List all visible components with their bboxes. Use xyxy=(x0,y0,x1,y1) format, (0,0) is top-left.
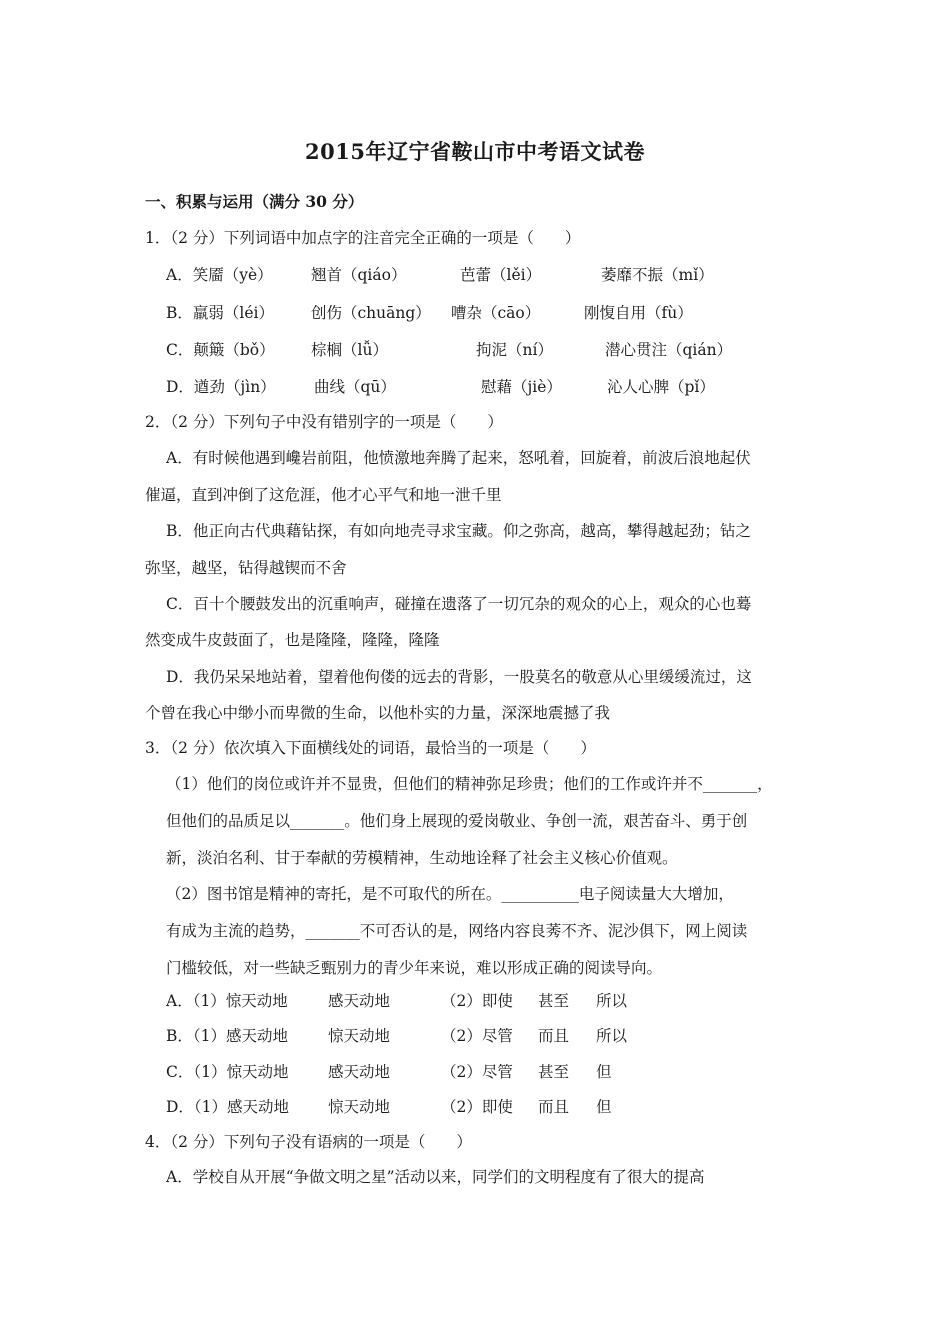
option-word: 甚至 xyxy=(538,992,570,1010)
question-1-stem: 1．（2 分）下列词语中加点字的注音完全正确的一项是（ ） xyxy=(145,229,581,247)
option-label: C．（1）惊天动地 xyxy=(166,1063,289,1081)
option-word: （2）尽管 xyxy=(441,1027,513,1045)
option-label: B．（1）感天动地 xyxy=(166,1027,289,1045)
option-label: A．（1）惊天动地 xyxy=(166,992,288,1010)
option-word: （2）即使 xyxy=(441,992,513,1010)
option-word: 所以 xyxy=(596,1027,628,1045)
option-word: 创伤（chuāng） xyxy=(311,304,431,322)
option-word: 嘈杂（cāo） xyxy=(451,304,541,322)
option-word: 但 xyxy=(596,1098,612,1116)
question-2-option-d-line1: D．我仍呆呆地站着，望着他佝偻的远去的背影，一股莫名的敬意从心里缓缓流过，这 xyxy=(166,668,752,686)
question-3-passage-2: （2）图书馆是精神的寄托，是不可取代的所在。__________电子阅读量大大增加， xyxy=(166,885,734,903)
option-word: 感天动地 xyxy=(328,1063,391,1081)
question-3-passage-1: 新，淡泊名利、甘于奉献的劳模精神，生动地诠释了社会主义核心价值观。 xyxy=(166,849,678,867)
option-word: 惊天动地 xyxy=(328,1098,391,1116)
option-word: 但 xyxy=(596,1063,612,1081)
option-word: 芭蕾（lěi） xyxy=(460,266,542,284)
option-word: 甚至 xyxy=(538,1063,570,1081)
question-4-option-a: A．学校自从开展“争做文明之星”活动以来，同学们的文明程度有了很大的提高 xyxy=(166,1168,705,1186)
question-3-stem: 3．（2 分）依次填入下面横线处的词语，最恰当的一项是（ ） xyxy=(145,739,596,757)
option-word: 拘泥（ní） xyxy=(476,341,553,359)
question-3-passage-1: （1）他们的岗位或许并不显贵，但他们的精神弥足珍贵；他们的工作或许并不_______， xyxy=(166,775,773,793)
option-word: 萎靡不振（mǐ） xyxy=(601,266,714,284)
question-2-option-c-line2: 然变成牛皮鼓面了，也是隆隆，隆隆，隆隆 xyxy=(145,631,440,649)
option-word: 潜心贯注（qián） xyxy=(605,341,733,359)
section-heading: 一、积累与运用（满分 30 分） xyxy=(145,192,364,211)
option-word: 刚愎自用（fù） xyxy=(584,304,693,322)
option-label: D．（1）感天动地 xyxy=(166,1098,290,1116)
question-4-stem: 4．（2 分）下列句子没有语病的一项是（ ） xyxy=(145,1133,472,1151)
question-2-option-b-line2: 弥坚，越坚，钻得越锲而不舍 xyxy=(145,559,347,577)
question-3-passage-2: 门槛较低，对一些缺乏甄别力的青少年来说，难以形成正确的阅读导向。 xyxy=(166,959,663,977)
option-label: C．颠簸（bǒ） xyxy=(166,341,275,359)
option-label: B．羸弱（léi） xyxy=(166,304,274,322)
option-word: 所以 xyxy=(596,992,628,1010)
option-word: 沁人心脾（pǐ） xyxy=(607,378,715,396)
question-3-passage-1: 但他们的品质足以_______。他们身上展现的爱岗敬业、争创一流，艰苦奋斗、勇于创 xyxy=(166,812,748,830)
option-word: 而且 xyxy=(538,1098,570,1116)
option-word: 感天动地 xyxy=(328,992,391,1010)
option-label: A．笑靥（yè） xyxy=(166,266,273,284)
question-2-option-c-line1: C．百十个腰鼓发出的沉重响声，碰撞在遗落了一切冗杂的观众的心上，观众的心也蓦 xyxy=(166,595,752,613)
question-2-option-b-line1: B．他正向古代典藉钻探，有如向地壳寻求宝藏。仰之弥高，越高，攀得越起劲；钻之 xyxy=(166,522,751,540)
option-word: 慰藉（jiè） xyxy=(481,378,562,396)
option-word: 惊天动地 xyxy=(328,1027,391,1045)
question-2-option-a-line2: 催逼，直到冲倒了这危涯，他才心平气和地一泄千里 xyxy=(145,486,502,504)
page-title: 2015年辽宁省鞍山市中考语文试卷 xyxy=(305,139,645,164)
option-word: （2）即使 xyxy=(441,1098,513,1116)
option-word: （2）尽管 xyxy=(441,1063,513,1081)
option-word: 而且 xyxy=(538,1027,570,1045)
option-label: D．遒劲（jìn） xyxy=(166,378,276,396)
option-word: 曲线（qū） xyxy=(314,378,396,396)
question-2-stem: 2．（2 分）下列句子中没有错别字的一项是（ ） xyxy=(145,413,503,431)
option-word: 棕榈（lǚ） xyxy=(311,341,388,359)
question-2-option-d-line2: 个曾在我心中缈小而卑微的生命，以他朴实的力量，深深地震撼了我 xyxy=(145,704,611,722)
option-word: 翘首（qiáo） xyxy=(311,266,407,284)
question-2-option-a-line1: A．有时候他遇到巉岩前阻，他愤激地奔腾了起来，怒吼着，回旋着，前波后浪地起伏 xyxy=(166,449,751,467)
question-3-passage-2: 有成为主流的趋势，_______不可否认的是，网络内容良莠不齐、泥沙俱下，网上阅读 xyxy=(166,922,748,940)
